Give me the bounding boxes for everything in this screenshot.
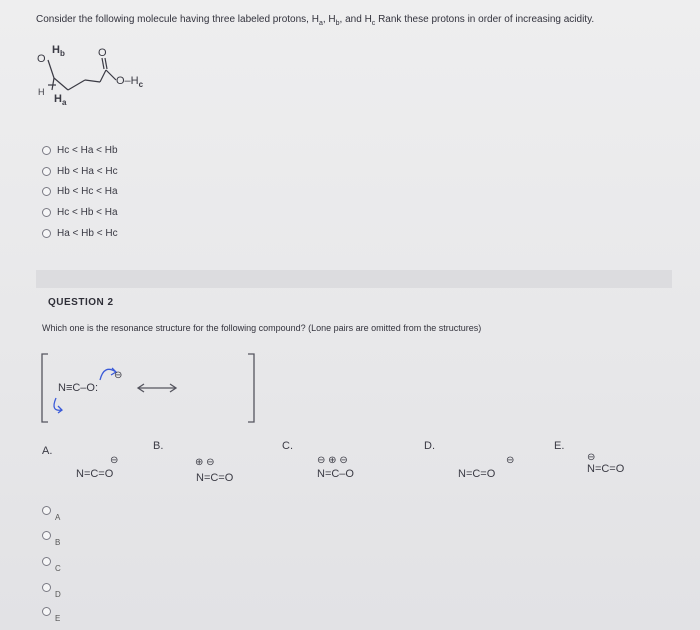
q2-option-a[interactable]: A [42,506,60,515]
choice-a-charges: ⊖ [110,455,119,466]
choice-a-structure: N=C=O [76,468,114,480]
q2-option-c[interactable]: C [42,557,61,566]
choice-c-structure: N=C–O [317,468,354,480]
q1-option-5[interactable]: Ha < Hb < Hc [42,228,118,239]
radio-button[interactable] [42,229,51,238]
choice-letter-e: E. [554,440,565,452]
radio-button[interactable] [42,506,51,515]
oxygen-top-label: O [37,53,46,65]
q1-option-1[interactable]: Hc < Ha < Hb [42,145,118,156]
q1-option-3[interactable]: Hb < Hc < Ha [42,186,118,197]
radio-button[interactable] [42,583,51,592]
radio-button[interactable] [42,167,51,176]
choice-b-charges: ⊕ ⊖ [195,457,215,468]
choice-letter-a: A. [42,445,53,457]
given-structure: N≡C–O: [58,382,99,394]
radio-button[interactable] [42,208,51,217]
h-label: H [38,87,45,97]
q1-option-4[interactable]: Hc < Hb < Ha [42,207,118,218]
hb-label: $H_b$ [52,44,65,59]
choice-d-structure: N=C=O [458,468,496,480]
question2-prompt: Which one is the resonance structure for the following compound? (Lone pairs are omitted from the structures) [42,323,482,333]
radio-button[interactable] [42,607,51,616]
q2-option-d[interactable]: D [42,583,61,592]
question-separator [36,270,672,288]
choice-letter-c: C. [282,440,293,452]
choice-letter-d: D. [424,440,435,452]
given-charge: ⊖ [114,370,123,381]
q2-option-e[interactable]: E [42,607,60,616]
radio-button[interactable] [42,557,51,566]
radio-button[interactable] [42,187,51,196]
question2-title: QUESTION 2 [48,297,114,308]
q2-option-b[interactable]: B [42,531,60,540]
carbonyl-oxygen-label: O [98,47,107,59]
radio-button[interactable] [42,531,51,540]
choice-e-charges: ⊖ [587,452,596,463]
choice-c-charges: ⊖ ⊕ ⊖ [317,455,348,466]
ha-label: $H_a$ [54,93,67,108]
choice-b-structure: N=C=O [196,472,234,484]
radio-button[interactable] [42,146,51,155]
hydroxyl-label: $O-H_c$ [116,75,144,90]
choice-d-charges: ⊖ [506,455,515,466]
choice-e-structure: N=C=O [587,463,625,475]
choice-letter-b: B. [153,440,164,452]
question1-prompt: Consider the following molecule having three labeled protons, $H_a$, $H_b$, and $H_c$ Rank these protons in order of increasing acidity. [36,14,595,27]
q1-option-2[interactable]: Hb < Ha < Hc [42,166,118,177]
